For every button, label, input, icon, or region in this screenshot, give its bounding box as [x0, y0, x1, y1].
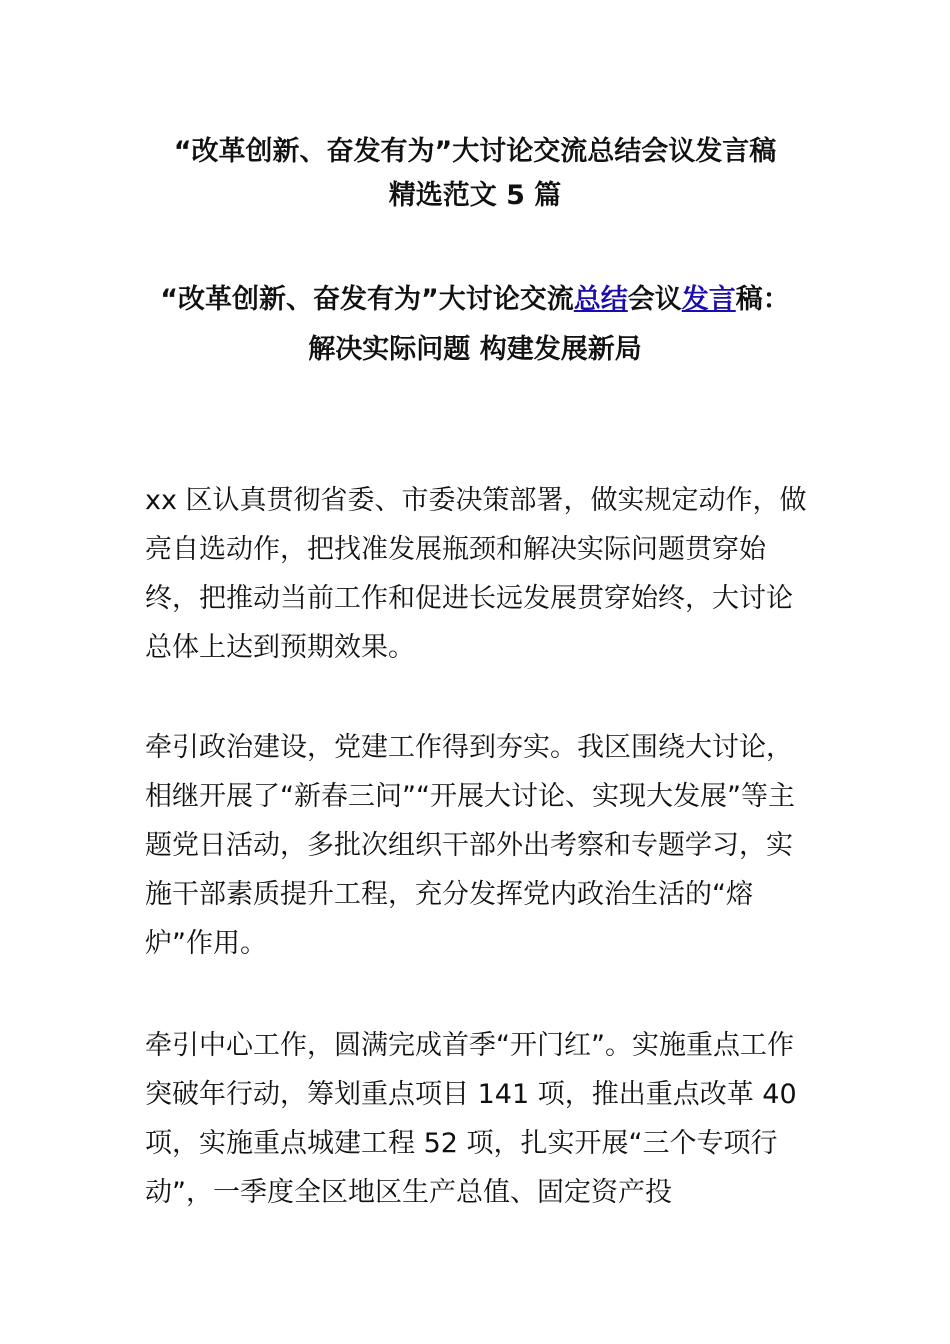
- section-heading-text: “改革创新、奋发有为”大讨论交流: [160, 284, 574, 315]
- body-paragraph: 牵引中心工作，圆满完成首季“开门红”。实施重点工作突破年行动，筹划重点项目 141 项，推出重点改革 40 项，实施重点城建工程 52 项，扎实开展“三个专项行动”，一季度全区地区生产总值、固定资产投: [145, 1030, 797, 1208]
- document-title-line2: 精选范文 5 篇: [388, 180, 562, 211]
- section-heading-text: 会议: [627, 284, 682, 315]
- link-summary[interactable]: 总结: [573, 284, 628, 315]
- document-title-line1: “改革创新、奋发有为”大讨论交流总结会议发言稿: [173, 136, 777, 167]
- section-heading: [0, 276, 950, 324]
- body-paragraph: xx 区认真贯彻省委、市委决策部署，做实规定动作，做亮自选动作，把找准发展瓶颈和解决实际问题贯穿始终，把推动当前工作和促进长远发展贯穿始终，大讨论总体上达到预期效果。: [145, 485, 807, 663]
- body-paragraph: 牵引政治建设，党建工作得到夯实。我区围绕大讨论，相继开展了“新春三问”“开展大讨论、实现大发展”等主题党日活动，多批次组织干部外出考察和专题学习，实施干部素质提升工程，充分发挥党内政治生活的“熔炉”作用。: [145, 732, 795, 959]
- section-heading-line2: 解决实际问题 构建发展新局: [308, 334, 642, 365]
- link-speech[interactable]: 发言: [681, 284, 736, 315]
- section-heading-text: 稿：: [735, 284, 790, 315]
